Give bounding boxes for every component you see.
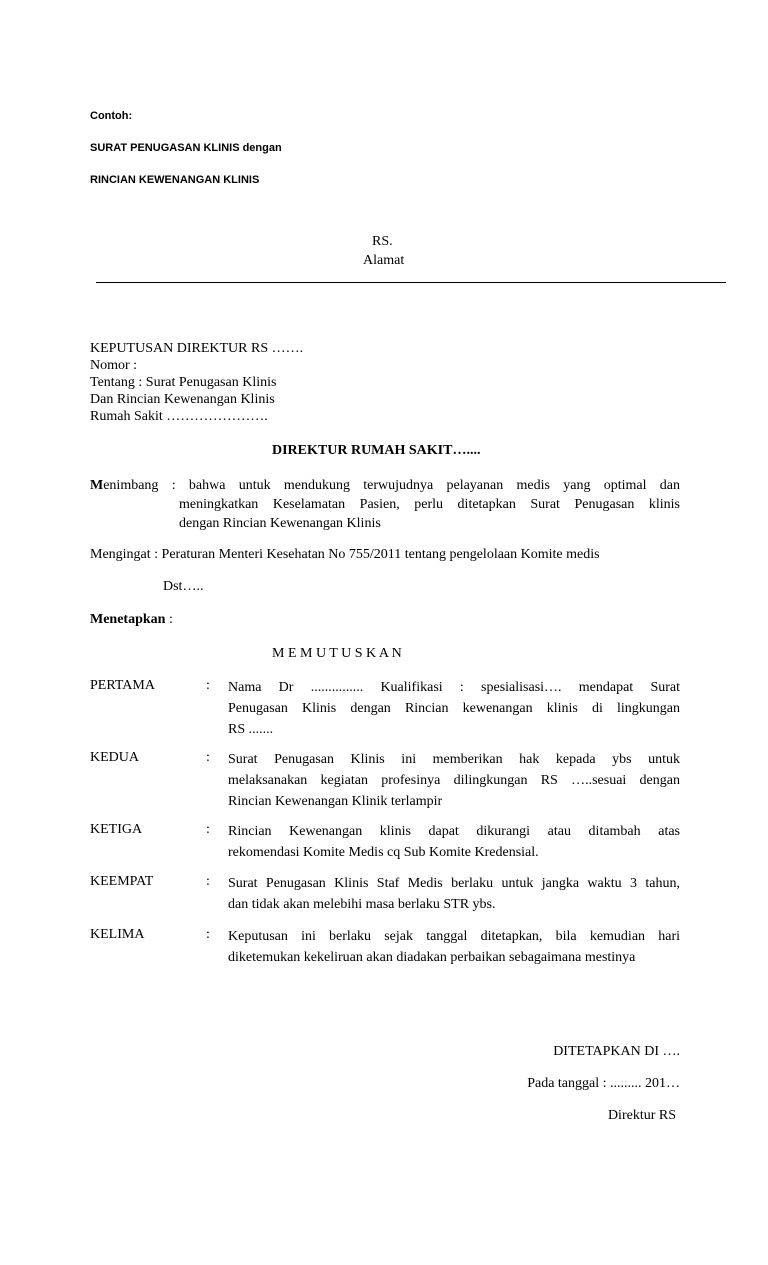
item-line: dan tidak akan melebihi masa berlaku STR ybs. (228, 897, 496, 912)
signature-date: Pada tanggal : ......... 201… (527, 1076, 680, 1091)
item-line: Surat Penugasan Klinis Staf Medis berlaku untuk jangka waktu 3 tahun, (228, 876, 680, 891)
menimbang-first-letter: M (90, 478, 104, 493)
decree-number: Nomor : (90, 358, 138, 373)
example-title-line2: RINCIAN KEWENANGAN KLINIS (90, 174, 260, 186)
item-line: rekomendasi Komite Medis cq Sub Komite Kredensial. (228, 845, 539, 860)
mengingat: Mengingat : Peraturan Menteri Kesehatan No 755/2011 tentang pengelolaan Komite medis (90, 547, 600, 562)
item-line: Surat Penugasan Klinis ini memberikan hak kepada ybs untuk (228, 752, 680, 767)
decree-subject: Tentang : Surat Penugasan Klinis (90, 375, 277, 390)
menimbang-line3: dengan Rincian Kewenangan Klinis (179, 516, 381, 531)
example-label: Contoh: (90, 110, 133, 122)
menimbang-line1-text: enimbang : bahwa untuk mendukung terwujudnya pelayanan medis yang optimal dan (103, 478, 680, 493)
dst: Dst….. (163, 579, 204, 594)
item-text-ketiga (228, 821, 680, 863)
signature-place: DITETAPKAN DI …. (553, 1044, 680, 1059)
menimbang-line1 (90, 476, 680, 495)
item-colon: : (206, 874, 210, 889)
item-label-kelima: KELIMA (90, 927, 145, 942)
menetapkan-colon: : (165, 612, 173, 627)
item-line: Rincian Kewenangan klinis dapat dikurangi atau ditambah atas (228, 824, 680, 839)
item-line: RS ....... (228, 722, 274, 737)
item-text-pertama (228, 677, 680, 740)
decree-subject-cont: Dan Rincian Kewenangan Klinis (90, 392, 275, 407)
item-colon: : (206, 927, 210, 942)
item-text-kelima (228, 926, 680, 968)
item-line: diketemukan kekeliruan akan diadakan perbaikan sebagaimana mestinya (228, 950, 636, 965)
item-line: Keputusan ini berlaku sejak tanggal ditetapkan, bila kemudian hari (228, 929, 680, 944)
item-line: melaksanakan kegiatan profesinya dilingkungan RS …..sesuai dengan (228, 773, 680, 788)
signature-signer: Direktur RS (607, 1108, 676, 1123)
decree-header (90, 340, 303, 425)
item-label-pertama: PERTAMA (90, 678, 155, 693)
item-line: Penugasan Klinis dengan Rincian kewenangan klinis di lingkungan (228, 701, 680, 716)
item-colon: : (206, 678, 210, 693)
item-line: Nama Dr ............... Kualifikasi : spesialisasi…. mendapat Surat (228, 680, 680, 695)
item-text-kedua (228, 749, 680, 812)
item-label-ketiga: KETIGA (90, 822, 143, 837)
menetapkan (90, 612, 173, 628)
menimbang-line2: meningkatkan Keselamatan Pasien, perlu ditetapkan Surat Penugasan klinis (179, 497, 680, 512)
decree-title: KEPUTUSAN DIREKTUR RS ……. (90, 341, 304, 356)
menimbang-block (90, 476, 680, 533)
letterhead-address: Alamat (363, 253, 405, 268)
item-colon: : (206, 822, 210, 837)
item-line: Rincian Kewenangan Klinik terlampir (228, 794, 443, 809)
letterhead-name: RS. (372, 234, 393, 249)
item-label-kedua: KEDUA (90, 750, 139, 765)
item-text-keempat (228, 873, 680, 915)
item-label-keempat: KEEMPAT (90, 874, 154, 889)
memutuskan-heading: M E M U T U S K A N (272, 646, 402, 661)
decree-hospital: Rumah Sakit …………………. (90, 409, 268, 424)
letterhead-divider (96, 282, 726, 283)
menetapkan-label: Menetapkan (90, 612, 166, 627)
director-heading: DIREKTUR RUMAH SAKIT….... (272, 443, 481, 458)
example-title-line1: SURAT PENUGASAN KLINIS dengan (90, 142, 282, 154)
item-colon: : (206, 750, 210, 765)
